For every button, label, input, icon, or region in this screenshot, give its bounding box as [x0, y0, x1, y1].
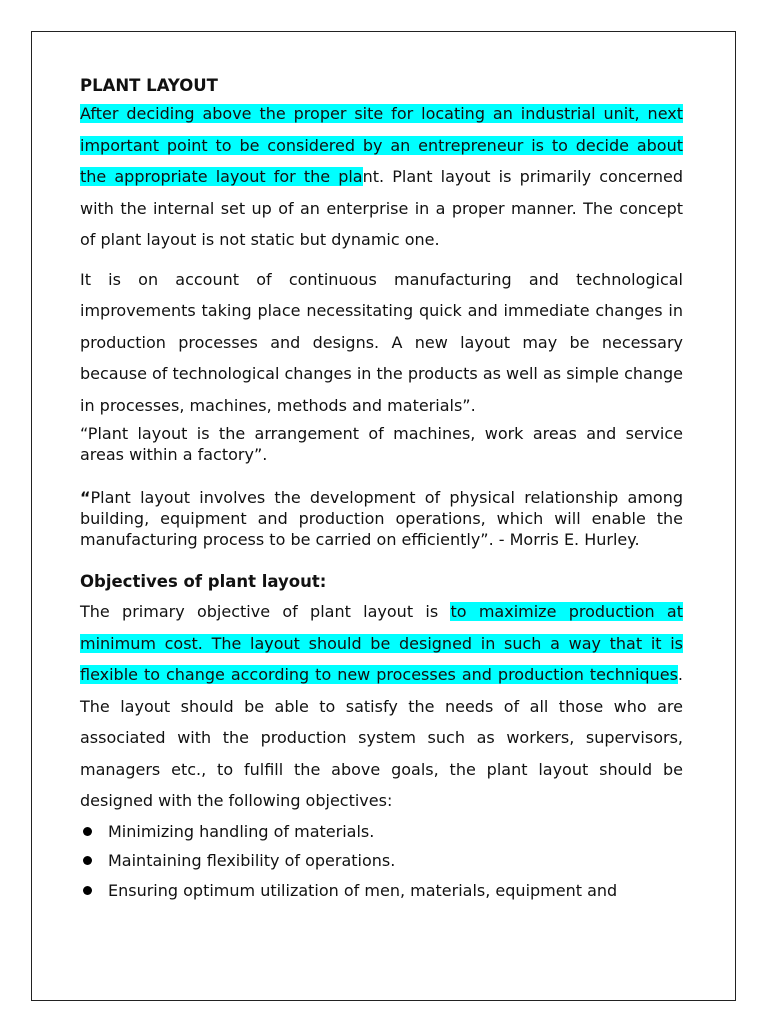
- list-item: [80, 817, 683, 847]
- intro-highlighted-text: After deciding above the proper site for locating an industrial unit, next important point to be considered by an entrepreneur is to decide about the appropriate layout for the pla: [80, 104, 683, 186]
- list-item-text: Minimizing handling of materials.: [108, 821, 375, 841]
- spacer: [80, 550, 683, 570]
- spacer: [80, 256, 683, 264]
- objectives-paragraph: [80, 596, 683, 817]
- quote-open-mark: “: [80, 488, 91, 507]
- objectives-lead: The primary objective of plant layout is: [80, 602, 451, 621]
- page-title: PLANT LAYOUT: [80, 76, 218, 95]
- intro-paragraph: [80, 98, 683, 256]
- spacer: [80, 465, 683, 487]
- second-paragraph: It is on account of continuous manufacturing and technological improvements taking place necessitating quick and immediate changes in production processes and designs. A new layout may be necessary because of technological changes in the products as well as simple change in processes, machines, methods and materials”.: [80, 269, 683, 415]
- definition-quote: “Plant layout is the arrangement of machines, work areas and service areas within a factory”.: [80, 424, 683, 464]
- list-item: [80, 846, 683, 876]
- list-item-text: Ensuring optimum utilization of men, materials, equipment and: [108, 880, 618, 900]
- document-page: [31, 31, 736, 1001]
- list-item-text: Maintaining flexibility of operations.: [108, 851, 396, 870]
- list-item: [80, 876, 683, 906]
- intro-text: nt. Plant layout is primarily concerned with the internal set up of an enterprise in a proper manner. The concept of plant layout is not static but dynamic one.: [80, 167, 683, 249]
- hurley-quote-text: Plant layout involves the development of physical relationship among building, equipment and production operations, which will enable the manufacturing process to be carried on efficiently”. - Morris E. Hurley.: [80, 488, 683, 549]
- objectives-highlighted-text: to maximize production at minimum cost. The layout should be designed in such a way that it is flexible to change according to new processes and production techniques: [80, 602, 684, 684]
- bullet-icon: [83, 827, 92, 836]
- hurley-quote: [80, 487, 683, 550]
- objectives-text: . The layout should be able to satisfy the needs of all those who are associated with the production system such as workers, supervisors, managers etc., to fulfill the above goals, the plant layout should be designed with the following objectives:: [80, 665, 683, 810]
- document-body: [80, 74, 683, 905]
- objectives-list: [80, 817, 683, 906]
- objectives-heading: Objectives of plant layout:: [80, 572, 327, 591]
- bullet-icon: [83, 886, 92, 895]
- bullet-icon: [83, 856, 92, 865]
